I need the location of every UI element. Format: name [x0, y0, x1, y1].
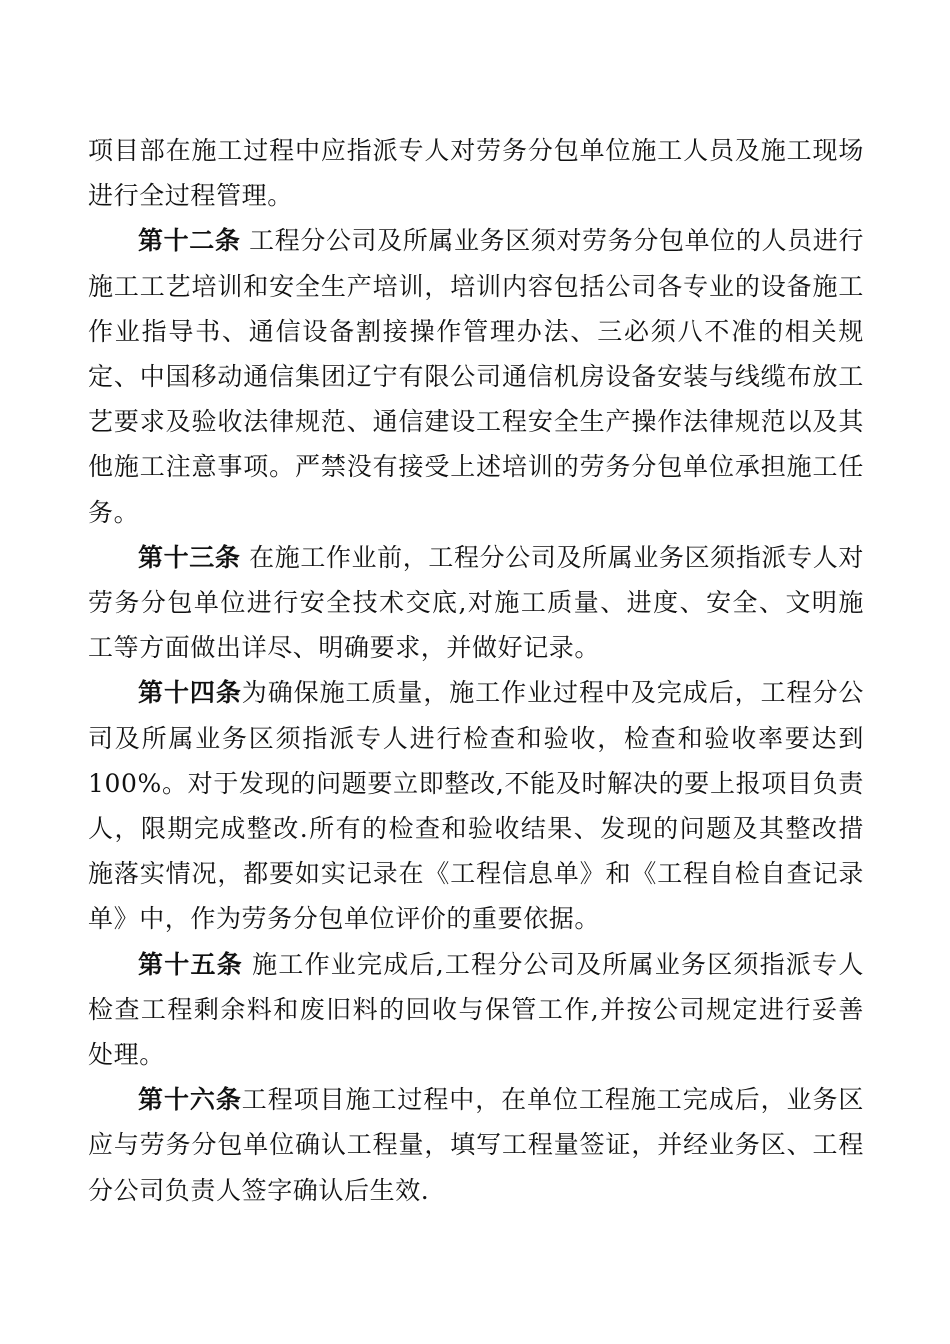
article-text: 工程分公司及所属业务区须对劳务分包单位的人员进行施工工艺培训和安全生产培训，培训内容包括公司各专业的设备施工作业指导书、通信设备割接操作管理办法、三必须八不准的相关规定、中国移动通信集团辽宁有限公司通信机房设备安装与线缆布放工艺要求及验收法律规范、通信建设工程安全生产操作法律规范以及其他施工注意事项。严禁没有接受上述培训的劳务分包单位承担施工任务。: [88, 226, 864, 527]
article-16: [88, 1077, 864, 1213]
article-13: [88, 535, 864, 671]
article-text: 在施工作业前，工程分公司及所属业务区须指派专人对劳务分包单位进行安全技术交底,对施工质量、进度、安全、文明施工等方面做出详尽、明确要求，并做好记录。: [88, 542, 864, 663]
article-text: 工程项目施工过程中，在单位工程施工完成后，业务区应与劳务分包单位确认工程量，填写工程量签证，并经业务区、工程分公司负责人签字确认后生效.: [88, 1085, 864, 1205]
article-text: 为确保施工质量，施工作业过程中及完成后，工程分公司及所属业务区须指派专人进行检查和验收，检查和验收率要达到100%。对于发现的问题要立即整改,不能及时解决的要上报项目负责人，限期完成整改.所有的检查和验收结果、发现的问题及其整改措施落实情况，都要如实记录在《工程信息单》和《工程自检自查记录单》中，作为劳务分包单位评价的重要依据。: [88, 678, 864, 934]
paragraph-text: 项目部在施工过程中应指派专人对劳务分包单位施工人员及施工现场进行全过程管理。: [88, 136, 864, 211]
document-body: [88, 128, 864, 1213]
article-heading: 第十二条: [138, 226, 241, 256]
article-12: [88, 218, 864, 534]
article-text: 施工作业完成后,工程分公司及所属业务区须指派专人检查工程剩余料和废旧料的回收与保管工作,并按公司规定进行妥善处理。: [88, 949, 864, 1070]
article-heading: 第十六条: [138, 1085, 242, 1115]
article-15: [88, 942, 864, 1078]
article-heading: 第十五条: [138, 949, 243, 979]
article-heading: 第十三条: [138, 542, 241, 572]
paragraph-continuation: [88, 128, 864, 218]
article-heading: 第十四条: [138, 678, 242, 708]
article-14: [88, 670, 864, 941]
